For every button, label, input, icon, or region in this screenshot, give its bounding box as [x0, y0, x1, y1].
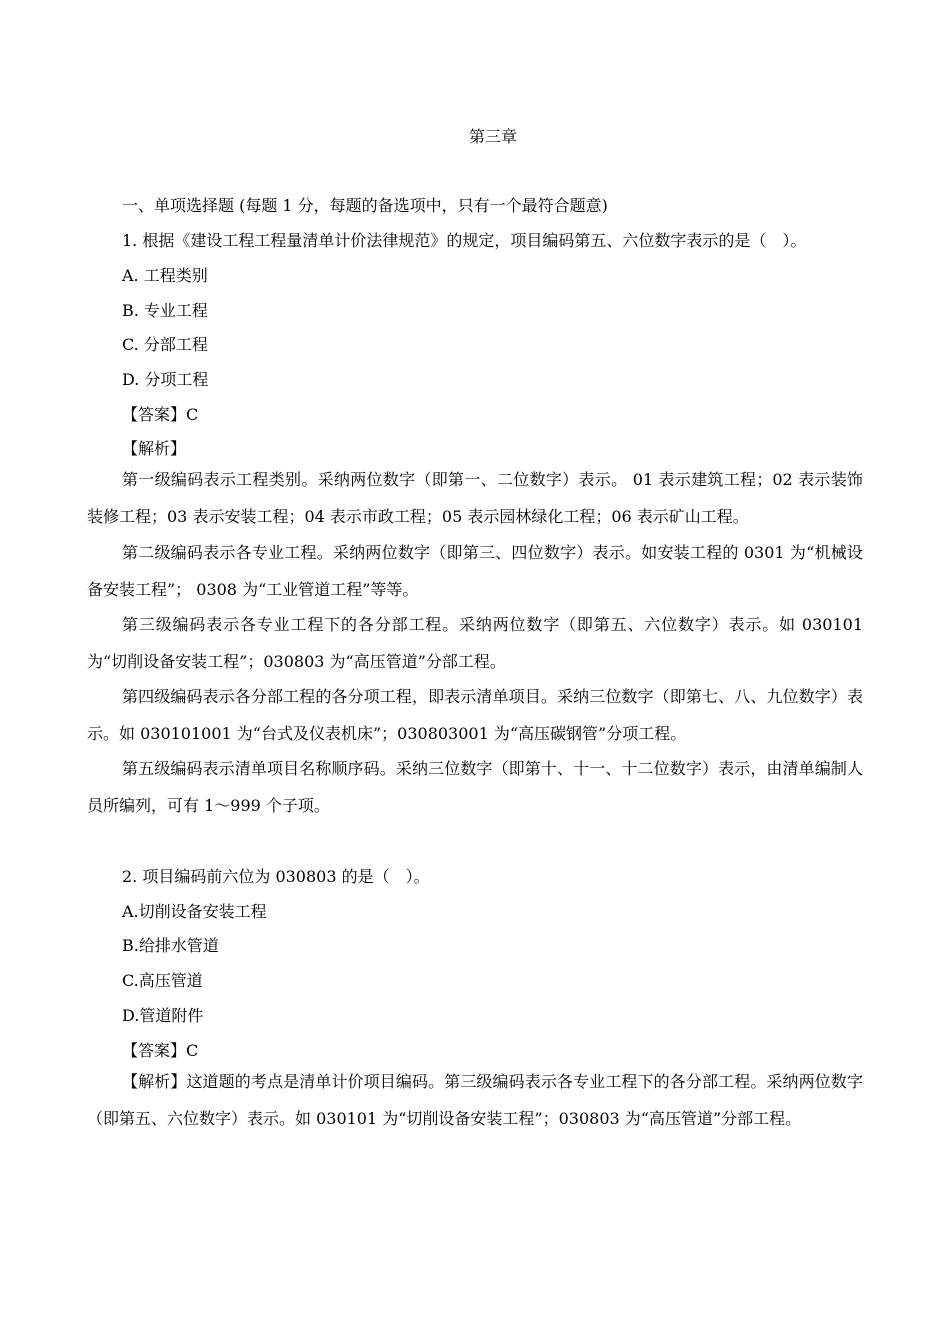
question-1-analysis-label: 【解析】: [122, 439, 187, 458]
question-1-option-b: B. 专业工程: [122, 301, 208, 320]
chapter-title: 第三章: [468, 127, 517, 146]
question-1-option-c: C. 分部工程: [122, 335, 208, 354]
question-2-analysis: 【解析】这道题的考点是清单计价项目编码。第三级编码表示各专业工程下的各分部工程。采纳两位数字（即第五、六位数字）表示。如 030101 为“切削设备安装工程”；030803 为“高压管道”分部工程。: [87, 1072, 863, 1128]
question-2-option-c: C.高压管道: [122, 971, 203, 990]
question-2-option-b: B.给排水管道: [122, 936, 219, 955]
question-1-analysis-paragraph: 第三级编码表示各专业工程下的各分部工程。采纳两位数字（即第五、六位数字）表示。如 030101 为“切削设备安装工程”；030803 为“高压管道”分部工程。: [87, 615, 863, 671]
question-1-analysis-paragraph: 第二级编码表示各专业工程。采纳两位数字（即第三、四位数字）表示。如安装工程的 0301 为“机械设备安装工程”； 0308 为“工业管道工程”等等。: [87, 543, 863, 599]
question-1-stem: 1. 根据《建设工程工程量清单计价法律规范》的规定，项目编码第五、六位数字表示的是（ ）。: [122, 231, 807, 250]
section-heading: 一、单项选择题 (每题 1 分，每题的备选项中，只有一个最符合题意): [122, 196, 608, 215]
question-1-answer: 【答案】C: [122, 405, 199, 424]
question-1-option-a: A. 工程类别: [122, 266, 208, 285]
question-1-analysis-paragraph: 第四级编码表示各分部工程的各分项工程，即表示清单项目。采纳三位数字（即第七、八、九位数字）表示。如 030101001 为“台式及仪表机床”；030803001 为“高压碳钢管”分项工程。: [87, 687, 863, 743]
question-2-stem: 2. 项目编码前六位为 030803 的是（ ）。: [122, 867, 430, 886]
question-2-option-d: D.管道附件: [122, 1006, 204, 1025]
question-2-option-a: A.切削设备安装工程: [122, 902, 267, 921]
question-1-option-d: D. 分项工程: [122, 370, 209, 389]
question-2-answer: 【答案】C: [122, 1041, 199, 1060]
question-1-analysis-paragraph: 第五级编码表示清单项目名称顺序码。采纳三位数字（即第十、十一、十二位数字）表示，由清单编制人员所编列，可有 1～999 个子项。: [87, 759, 863, 815]
question-1-analysis-paragraph: 第一级编码表示工程类别。采纳两位数字（即第一、二位数字）表示。 01 表示建筑工程；02 表示装饰装修工程；03 表示安装工程；04 表示市政工程；05 表示园林绿化工程；06 表示矿山工程。: [87, 470, 863, 526]
